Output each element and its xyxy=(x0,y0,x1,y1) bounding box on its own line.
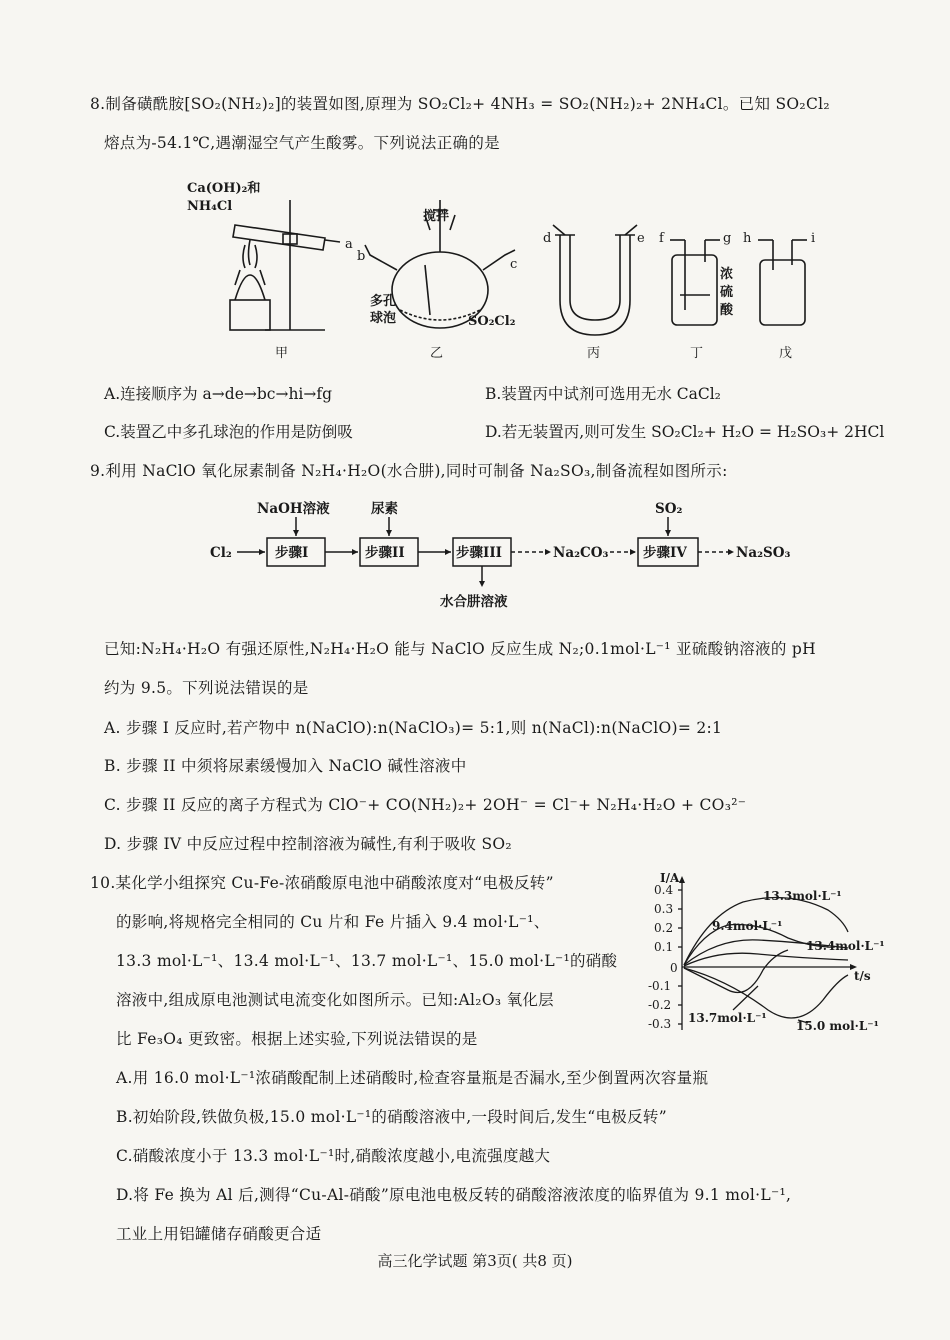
q9-stem-line1: 9.利用 NaClO 氧化尿素制备 N₂H₄·H₂O(水合肼),同时可制备 Na₂SO₃,制备流程如图所示: xyxy=(90,462,728,480)
q10-option-b: B.初始阶段,铁做负极,15.0 mol·L⁻¹的硝酸溶液中,一段时间后,发生“电极反转” xyxy=(116,1108,667,1126)
q9-known-line2: 约为 9.5。下列说法错误的是 xyxy=(104,679,309,697)
flow-cl2: Cl₂ xyxy=(210,545,232,561)
q10-current-graph xyxy=(648,870,888,1035)
ytick-neg-0.1: -0.1 xyxy=(648,979,672,993)
curve-label-15.0: 15.0 mol·L⁻¹ xyxy=(796,1019,879,1033)
curve-label-13.3: 13.3mol·L⁻¹ xyxy=(763,889,842,903)
ytick-0.1: 0.1 xyxy=(654,940,674,954)
q10-stem-line4: 溶液中,组成原电池测试电流变化如图所示。已知:Al₂O₃ 氧化层 xyxy=(116,991,554,1009)
q9-option-c: C. 步骤 II 反应的离子方程式为 ClO⁻+ CO(NH₂)₂+ 2OH⁻ = Cl⁻+ N₂H₄·H₂O + CO₃²⁻ xyxy=(104,796,747,814)
port-i: i xyxy=(811,231,816,246)
port-e: e xyxy=(637,231,645,246)
port-b: b xyxy=(357,249,366,264)
curve-label-13.7: 13.7mol·L⁻¹ xyxy=(688,1011,767,1025)
q10-option-a: A.用 16.0 mol·L⁻¹浓硝酸配制上述硝酸时,检查容量瓶是否漏水,至少倒置两次容量瓶 xyxy=(116,1069,709,1087)
flow-step2: 步骤II xyxy=(365,545,405,561)
flow-na2so3: Na₂SO₃ xyxy=(736,545,791,561)
port-d: d xyxy=(543,231,552,246)
reagent-label-2: NH₄Cl xyxy=(187,199,233,214)
graph-origin: 0 xyxy=(670,961,678,975)
caption-wu: 戊 xyxy=(779,346,793,361)
q10-stem-line1: 10.某化学小组探究 Cu-Fe-浓硝酸原电池中硝酸浓度对“电极反转” xyxy=(90,874,554,892)
porous-label-2: 球泡 xyxy=(370,311,397,326)
q9-flow-diagram xyxy=(205,495,805,615)
flow-step3: 步骤III xyxy=(456,545,502,561)
port-h: h xyxy=(743,231,752,246)
q10-stem-line3: 13.3 mol·L⁻¹、13.4 mol·L⁻¹、13.7 mol·L⁻¹、15.0 mol·L⁻¹的硝酸 xyxy=(116,952,618,970)
q8-option-b: B.装置丙中试剂可选用无水 CaCl₂ xyxy=(485,385,721,403)
q9-known-line1: 已知:N₂H₄·H₂O 有强还原性,N₂H₄·H₂O 能与 NaClO 反应生成 N₂;0.1mol·L⁻¹ 亚硫酸钠溶液的 pH xyxy=(104,640,816,658)
flow-so2: SO₂ xyxy=(655,501,683,517)
q9-option-b: B. 步骤 II 中须将尿素缓慢加入 NaClO 碱性溶液中 xyxy=(104,757,467,775)
q8-stem-line2: 熔点为-54.1℃,遇潮湿空气产生酸雾。下列说法正确的是 xyxy=(104,134,500,152)
page-footer: 高三化学试题 第3页( 共8 页) xyxy=(377,1252,573,1270)
q9-option-a: A. 步骤 I 反应时,若产物中 n(NaClO):n(NaClO₃)= 5:1,则 n(NaCl):n(NaClO)= 2:1 xyxy=(104,719,723,737)
q8-apparatus-diagram xyxy=(175,170,835,370)
flow-urea: 尿素 xyxy=(371,501,398,517)
q10-option-c: C.硝酸浓度小于 13.3 mol·L⁻¹时,硝酸浓度越小,电流强度越大 xyxy=(116,1147,551,1165)
q8-stem-line1: 8.制备磺酰胺[SO₂(NH₂)₂]的装置如图,原理为 SO₂Cl₂+ 4NH₃ = SO₂(NH₂)₂+ 2NH₄Cl。已知 SO₂Cl₂ xyxy=(90,95,830,113)
q9-option-d: D. 步骤 IV 中反应过程中控制溶液为碱性,有利于吸收 SO₂ xyxy=(104,835,512,853)
flow-step1: 步骤I xyxy=(275,545,309,561)
q8-option-a: A.连接顺序为 a→de→bc→hi→fg xyxy=(104,385,333,403)
so2cl2-label: SO₂Cl₂ xyxy=(468,314,516,329)
q10-stem-line5: 比 Fe₃O₄ 更致密。根据上述实验,下列说法错误的是 xyxy=(116,1030,478,1048)
caption-jia: 甲 xyxy=(275,346,289,361)
port-f: f xyxy=(659,231,664,246)
caption-ding: 丁 xyxy=(690,346,704,361)
ytick-neg-0.3: -0.3 xyxy=(648,1017,672,1031)
flow-hydrazine: 水合肼溶液 xyxy=(440,594,508,610)
caption-yi: 乙 xyxy=(430,346,444,361)
graph-ylabel: I/A xyxy=(660,871,680,885)
graph-xlabel: t/s xyxy=(854,969,871,983)
ytick-0.2: 0.2 xyxy=(654,921,674,935)
q8-option-d: D.若无装置丙,则可发生 SO₂Cl₂+ H₂O = H₂SO₃+ 2HCl xyxy=(485,423,885,441)
ytick-0.4: 0.4 xyxy=(654,883,674,897)
q10-stem-line2: 的影响,将规格完全相同的 Cu 片和 Fe 片插入 9.4 mol·L⁻¹、 xyxy=(116,913,550,931)
reagent-label-1: Ca(OH)₂和 xyxy=(187,181,261,196)
caption-bing: 丙 xyxy=(587,346,601,361)
port-a: a xyxy=(345,237,353,252)
curve-label-13.4: 13.4mol·L⁻¹ xyxy=(806,939,885,953)
curve-label-9.4: 9.4mol·L⁻¹ xyxy=(712,919,783,933)
flow-naoh: NaOH溶液 xyxy=(257,501,330,517)
flow-step4: 步骤IV xyxy=(643,545,687,561)
ytick-0.3: 0.3 xyxy=(654,902,674,916)
port-g: g xyxy=(723,231,732,246)
port-c: c xyxy=(510,257,518,272)
acid-label-3: 酸 xyxy=(720,303,734,318)
porous-label-1: 多孔 xyxy=(370,294,397,309)
stir-label: 搅拌 xyxy=(423,209,450,224)
acid-label-1: 浓 xyxy=(720,267,734,282)
acid-label-2: 硫 xyxy=(720,285,734,300)
flow-na2co3: Na₂CO₃ xyxy=(553,545,609,561)
q10-option-d-line1: D.将 Fe 换为 Al 后,测得“Cu-Al-硝酸”原电池电极反转的硝酸溶液浓度的临界值为 9.1 mol·L⁻¹, xyxy=(116,1186,792,1204)
ytick-neg-0.2: -0.2 xyxy=(648,998,672,1012)
q10-option-d-line2: 工业上用铝罐储存硝酸更合适 xyxy=(116,1225,322,1243)
q8-option-c: C.装置乙中多孔球泡的作用是防倒吸 xyxy=(104,423,353,441)
